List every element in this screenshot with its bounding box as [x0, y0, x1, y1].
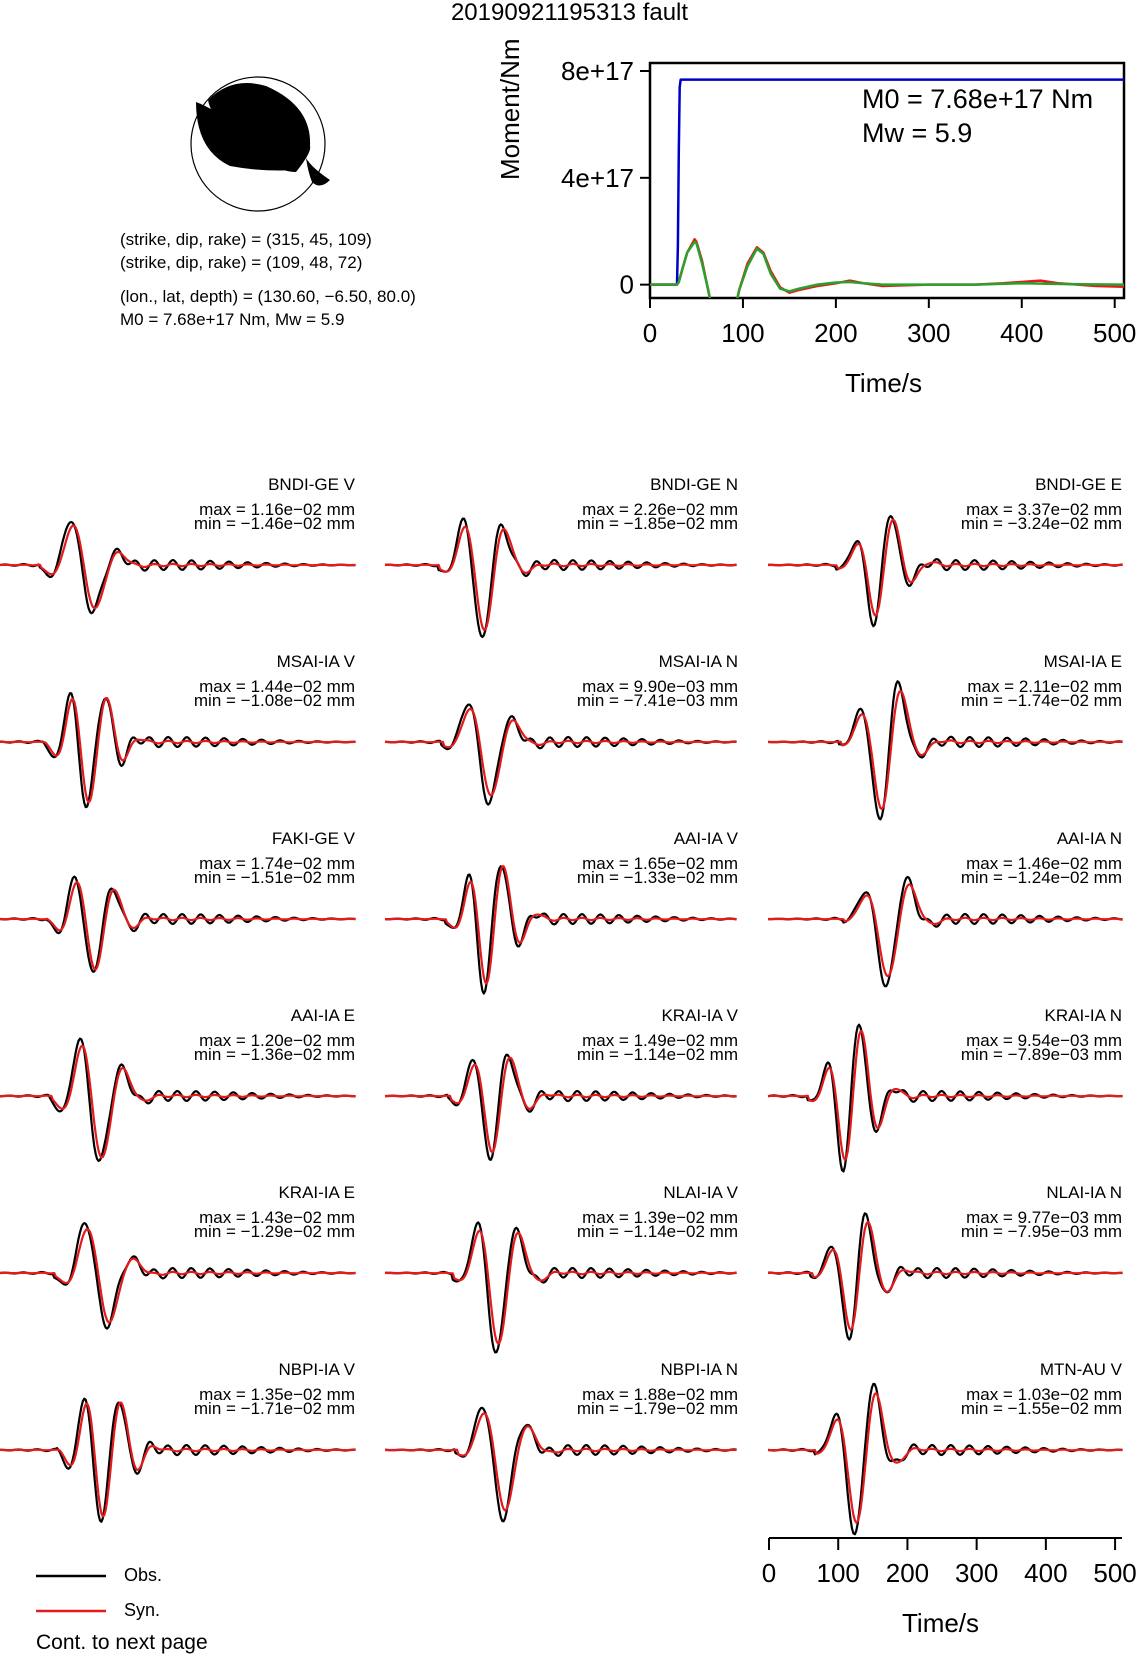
trace-min-value: min = −1.33e−02 mm [576, 868, 738, 887]
legend-obs-label: Obs. [124, 1565, 163, 1585]
trace-station-label: BNDI-GE E [1035, 475, 1122, 494]
trace-max-value: max = 1.65e−02 mm [582, 854, 738, 873]
trace-max-value: max = 1.44e−02 mm [199, 677, 355, 696]
trace-station-label: MSAI-IA V [276, 652, 355, 671]
time-axis-tick-label: 200 [885, 1558, 930, 1588]
trace-max-value: max = 1.20e−02 mm [199, 1031, 355, 1050]
trace-min-value: min = −1.46e−02 mm [193, 514, 355, 533]
trace-min-value: min = −1.74e−02 mm [960, 691, 1122, 710]
trace-max-value: max = 2.26e−02 mm [582, 500, 738, 519]
trace-station-label: NBPI-IA V [278, 1360, 355, 1379]
trace-min-value: min = −1.79e−02 mm [576, 1399, 738, 1418]
page-title: 20190921195313 fault [450, 0, 689, 26]
moment-xtick-label: 0 [642, 318, 658, 348]
trace-station-label: KRAI-IA N [1044, 1006, 1122, 1025]
trace-max-value: max = 1.03e−02 mm [966, 1385, 1122, 1404]
trace-min-value: min = −1.55e−02 mm [960, 1399, 1122, 1418]
trace-min-value: min = −7.95e−03 mm [960, 1222, 1122, 1241]
trace-min-value: min = −7.89e−03 mm [960, 1045, 1122, 1064]
trace-max-value: max = 1.16e−02 mm [199, 500, 355, 519]
trace-min-value: min = −1.14e−02 mm [576, 1222, 738, 1241]
trace-max-value: max = 1.46e−02 mm [966, 854, 1122, 873]
moment-xtick-label: 300 [907, 318, 951, 348]
time-axis-tick-label: 500 [1093, 1558, 1137, 1588]
trace-min-value: min = −1.51e−02 mm [193, 868, 355, 887]
trace-station-label: BNDI-GE V [268, 475, 355, 494]
trace-max-value: max = 1.88e−02 mm [582, 1385, 738, 1404]
waveform-xlabel: Time/s [902, 1608, 980, 1638]
trace-station-label: KRAI-IA V [661, 1006, 738, 1025]
trace-max-value: max = 2.11e−02 mm [967, 677, 1122, 696]
nodal-plane-2: (strike, dip, rake) = (109, 48, 72) [120, 253, 363, 272]
moment-xtick-label: 400 [1000, 318, 1044, 348]
trace-max-value: max = 9.54e−03 mm [966, 1031, 1122, 1050]
legend-syn-label: Syn. [124, 1600, 161, 1620]
trace-max-value: max = 1.43e−02 mm [199, 1208, 355, 1227]
moment-xtick-label: 100 [721, 318, 765, 348]
trace-min-value: min = −3.24e−02 mm [960, 514, 1122, 533]
trace-station-label: MSAI-IA N [658, 652, 738, 671]
trace-max-value: max = 1.39e−02 mm [582, 1208, 738, 1227]
trace-min-value: min = −1.36e−02 mm [193, 1045, 355, 1064]
trace-min-value: min = −1.14e−02 mm [576, 1045, 738, 1064]
trace-min-value: min = −1.71e−02 mm [193, 1399, 355, 1418]
trace-min-value: min = −1.08e−02 mm [193, 691, 355, 710]
trace-station-label: NLAI-IA N [1046, 1183, 1122, 1202]
trace-station-label: MTN-AU V [1039, 1360, 1122, 1379]
trace-max-value: max = 3.37e−02 mm [966, 500, 1122, 519]
trace-station-label: MSAI-IA E [1043, 652, 1122, 671]
trace-min-value: min = −7.41e−03 mm [576, 691, 738, 710]
time-axis-tick-label: 100 [816, 1558, 860, 1588]
trace-min-value: min = −1.85e−02 mm [576, 514, 738, 533]
trace-max-value: max = 1.35e−02 mm [199, 1385, 355, 1404]
moment-ytick-label: 8e+17 [560, 56, 634, 87]
trace-station-label: AAI-IA N [1056, 829, 1122, 848]
nodal-plane-1: (strike, dip, rake) = (315, 45, 109) [120, 230, 372, 249]
moment-xtick-label: 200 [814, 318, 858, 348]
continuation-note: Cont. to next page [36, 1631, 208, 1654]
moment-annotation-m0: M0 = 7.68e+17 Nm [862, 84, 1094, 114]
time-axis-tick-label: 300 [954, 1558, 999, 1588]
trace-min-value: min = −1.24e−02 mm [960, 868, 1122, 887]
moment-ylabel: Moment/Nm [495, 38, 525, 180]
trace-station-label: NBPI-IA N [660, 1360, 738, 1379]
time-axis-tick-label: 0 [761, 1558, 777, 1588]
moment-xtick-label: 500 [1093, 318, 1137, 348]
trace-max-value: max = 1.74e−02 mm [199, 854, 355, 873]
trace-station-label: BNDI-GE N [650, 475, 738, 494]
hypocenter: (lon., lat, depth) = (130.60, −6.50, 80.0) [120, 287, 416, 306]
trace-station-label: NLAI-IA V [663, 1183, 738, 1202]
moment-ytick-label: 0 [619, 269, 634, 300]
moment-annotation-mw: Mw = 5.9 [862, 118, 973, 148]
trace-station-label: AAI-IA E [290, 1006, 355, 1025]
moment-ytick-label: 4e+17 [560, 162, 634, 193]
time-axis-tick-label: 400 [1024, 1558, 1068, 1588]
trace-max-value: max = 9.90e−03 mm [582, 677, 738, 696]
moment-xlabel: Time/s [845, 368, 923, 398]
trace-max-value: max = 1.49e−02 mm [582, 1031, 738, 1050]
trace-min-value: min = −1.29e−02 mm [193, 1222, 355, 1241]
trace-station-label: AAI-IA V [673, 829, 738, 848]
trace-station-label: FAKI-GE V [271, 829, 355, 848]
moment-summary: M0 = 7.68e+17 Nm, Mw = 5.9 [120, 310, 345, 329]
trace-max-value: max = 9.77e−03 mm [966, 1208, 1122, 1227]
trace-station-label: KRAI-IA E [278, 1183, 355, 1202]
